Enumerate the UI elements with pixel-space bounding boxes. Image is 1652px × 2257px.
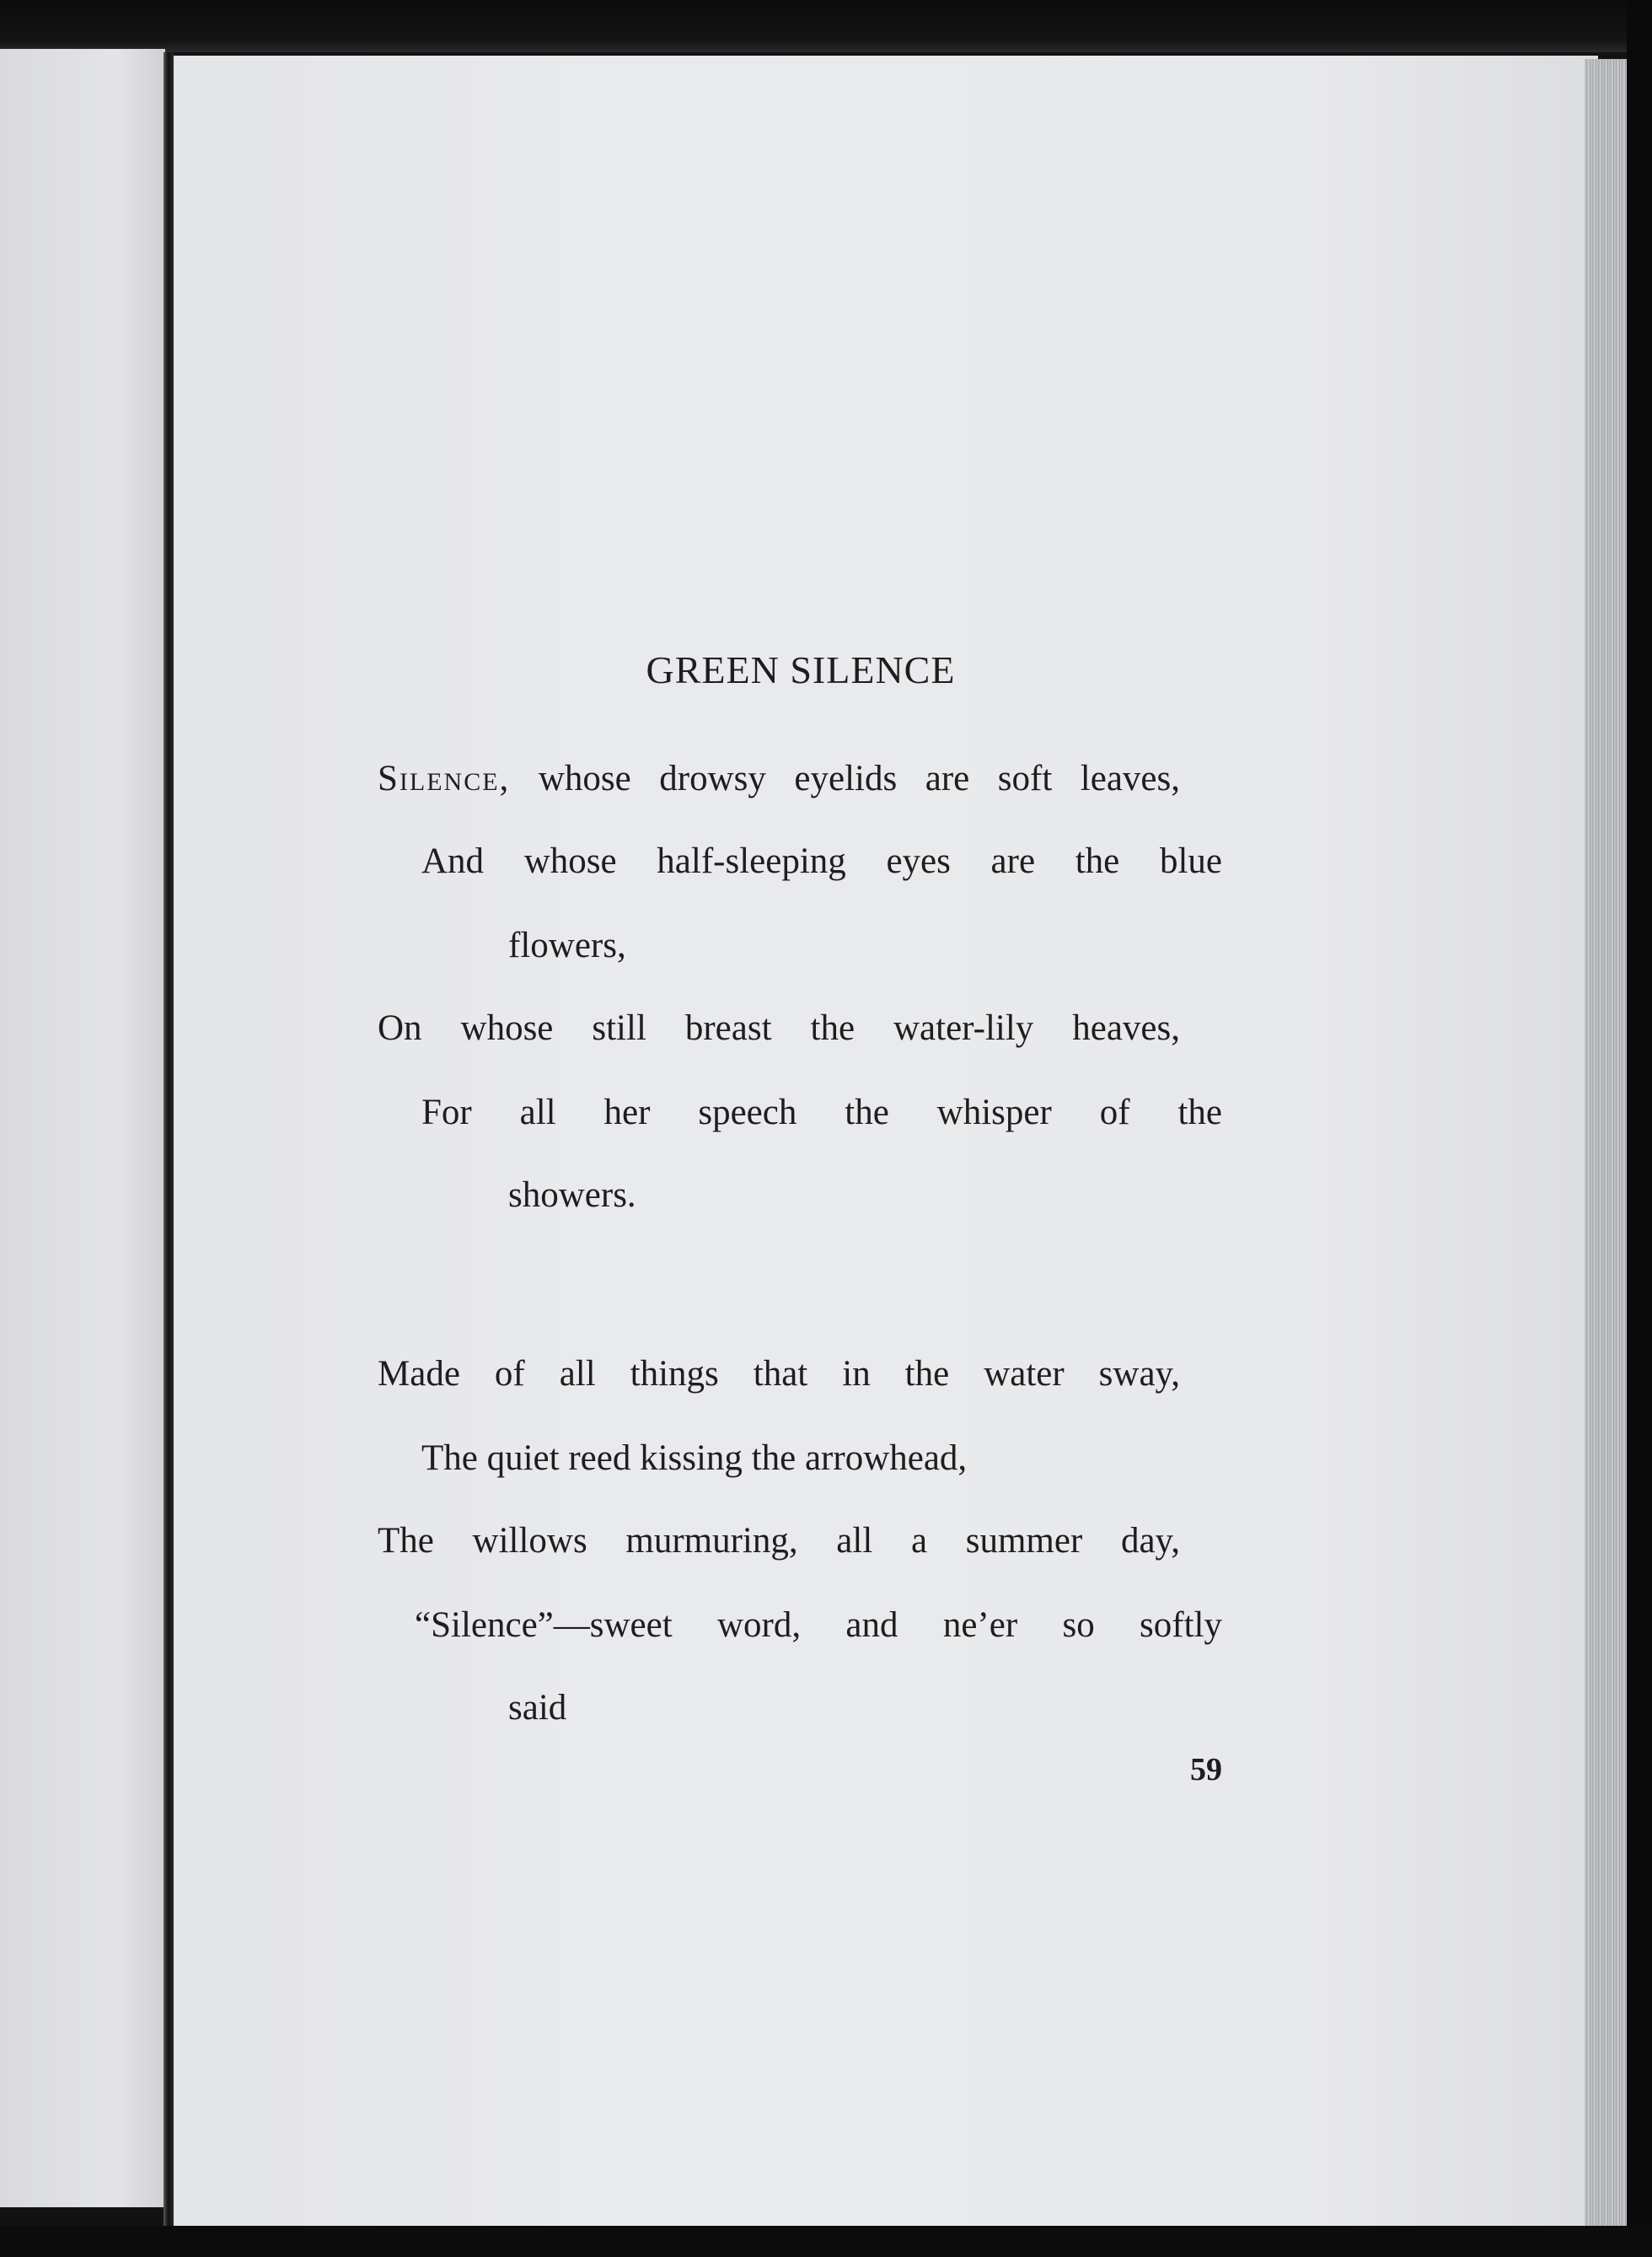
stanza-2-line-4: “Silence”—sweet word, and ne’er so softly [415, 1605, 1222, 1645]
page-number: 59 [1190, 1752, 1222, 1787]
stanza-1-line-1 [378, 760, 1180, 797]
stanza-2-line-5: said [508, 1688, 567, 1728]
stanza-2-line-3: The willows murmuring, all a summer day, [378, 1521, 1180, 1561]
stanza-2-line-1: Made of all things that in the water sway, [378, 1354, 1180, 1394]
stanza-1-line-2: And whose half-sleeping eyes are the blue [421, 841, 1222, 881]
stanza-1-line-3: flowers, [508, 926, 626, 965]
stanza-1-line-5: For all her speech the whisper of the [421, 1093, 1222, 1132]
stanza-1-line-6: showers. [508, 1175, 636, 1215]
line-text: whose drowsy eyelids are soft leaves, [510, 759, 1180, 798]
stanza-2-line-2: The quiet reed kissing the arrowhead, [421, 1438, 968, 1478]
stanza-1-line-4: On whose still breast the water-lily heaves, [378, 1008, 1180, 1048]
poem-title: GREEN SILENCE [646, 648, 956, 691]
first-word: Silence, [378, 759, 511, 798]
